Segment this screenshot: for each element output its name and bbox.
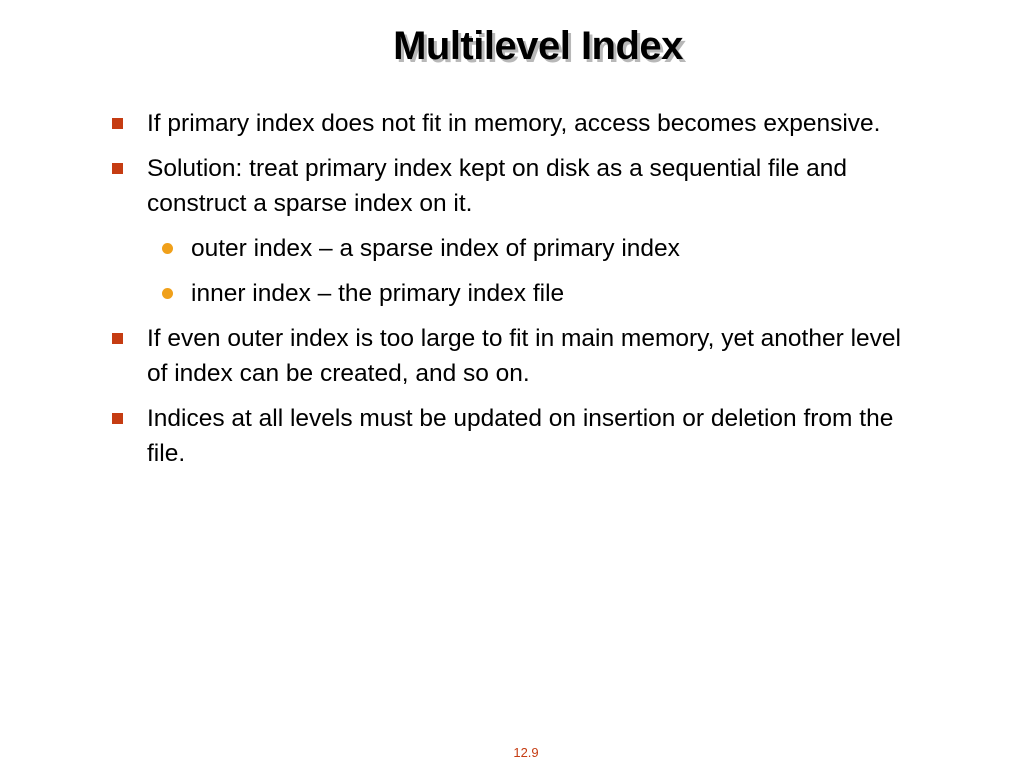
sub-bullet-text: outer index – a sparse index of primary index: [191, 235, 680, 262]
sub-bullet-text: inner index – the primary index file: [191, 280, 565, 307]
bullet-text: If primary index does not fit in memory, access becomes expensive.: [147, 110, 881, 137]
bullet-item: [108, 151, 928, 221]
square-bullet-icon: [112, 413, 123, 424]
square-bullet-icon: [112, 163, 123, 174]
bullet-text: Indices at all levels must be updated on insertion or deletion from the file.: [147, 405, 894, 467]
bullet-item: [108, 321, 928, 391]
square-bullet-icon: [112, 333, 123, 344]
slide-title: Multilevel Index: [393, 24, 683, 68]
bullet-text: Solution: treat primary index kept on disk as a sequential file and construct a sparse index on it.: [147, 155, 848, 217]
bullet-text: If even outer index is too large to fit in main memory, yet another level of index can be created, and so on.: [147, 325, 901, 387]
circle-bullet-icon: [162, 243, 173, 254]
page-number: 12.9: [513, 745, 539, 760]
square-bullet-icon: [112, 118, 123, 129]
bullet-item: [108, 401, 928, 471]
sub-bullet-item: [161, 231, 928, 266]
bullet-list: [108, 106, 928, 481]
circle-bullet-icon: [162, 288, 173, 299]
bullet-item: [108, 106, 928, 141]
sub-bullet-item: [161, 276, 928, 311]
